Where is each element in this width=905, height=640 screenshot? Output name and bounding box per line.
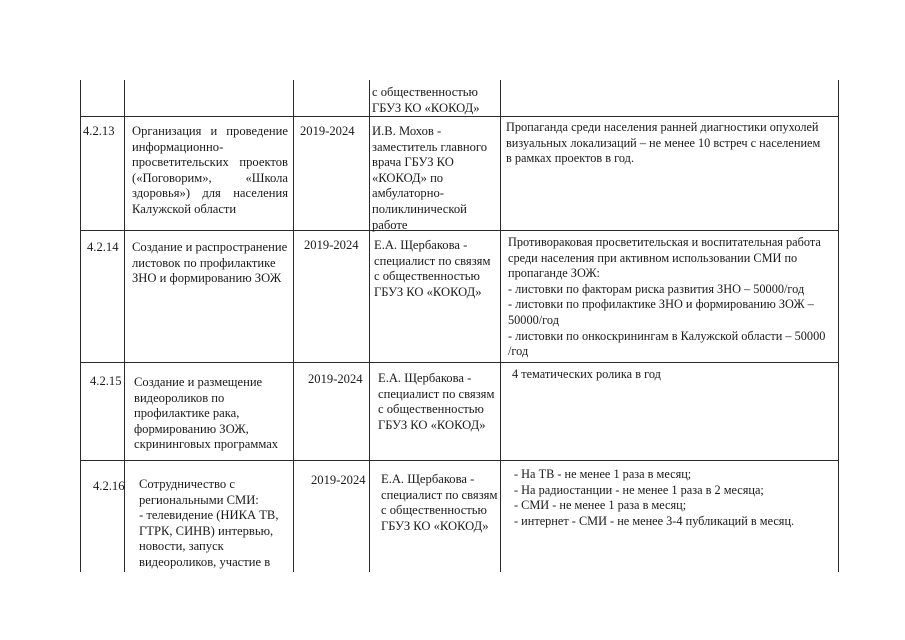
row-divider bbox=[80, 362, 839, 363]
table-border-right bbox=[838, 80, 839, 572]
activity-name-line: здоровья») для населения bbox=[132, 186, 288, 201]
activity-name-line: просветительских проектов bbox=[132, 155, 288, 170]
column-divider bbox=[293, 80, 294, 572]
responsible-cell: Е.А. Щербакова - специалист по связям с общественностью ГБУЗ КО «КОКОД» bbox=[378, 371, 495, 432]
result-cell: - На ТВ - не менее 1 раза в месяц; - На радиостанции - не менее 1 раза в 2 месяца; - СМИ - не менее 1 раза в месяц; - интернет - СМИ - не менее 3-4 публикаций в месяц. bbox=[514, 467, 795, 528]
responsible-cell: И.В. Мохов - заместитель главного врача ГБУЗ КО «КОКОД» по амбулаторно- поликлинической работе bbox=[372, 124, 488, 232]
result-cell: 4 тематических ролика в год bbox=[512, 367, 661, 381]
table-border-left bbox=[80, 80, 81, 572]
responsible-cell: Е.А. Щербакова - специалист по связям с общественностью ГБУЗ КО «КОКОД» bbox=[374, 238, 491, 299]
result-cell: Пропаганда среди населения ранней диагностики опухолей визуальных локализаций – не менее 10 встреч с населением в рамках проектов в год. bbox=[506, 120, 821, 166]
row-divider bbox=[80, 460, 839, 461]
row-number: 4.2.13 bbox=[83, 124, 115, 138]
period-cell: 2019-2024 bbox=[304, 238, 359, 252]
activity-name-cell bbox=[132, 124, 288, 218]
result-cell: Противораковая просветительская и воспитательная работа среди населения при активном использовании СМИ по пропаганде ЗОЖ: - листовки по факторам риска развития ЗНО – 50000/год - листовки по профилактике ЗНО и формированию ЗОЖ – 50000/год - листовки по онкоскринингам в Калужской области – 50000 /год bbox=[508, 235, 826, 359]
activity-name-line: Организация и проведение bbox=[132, 124, 288, 138]
activity-name-cell: Создание и размещение видеороликов по профилактике рака, формированию ЗОЖ, скрининговых программах bbox=[134, 375, 279, 452]
activity-name-cell: Создание и распространение листовок по профилактике ЗНО и формированию ЗОЖ bbox=[132, 240, 288, 286]
activity-name-line: Калужской области bbox=[132, 201, 237, 216]
activity-name-line: информационно- bbox=[132, 139, 224, 154]
activity-name-line: («Поговорим», «Школа bbox=[132, 170, 288, 185]
period-cell: 2019-2024 bbox=[311, 473, 366, 487]
activity-name-cell: Сотрудничество с региональными СМИ: - телевидение (НИКА ТВ, ГТРК, СИНВ) интервью, новости, запуск видеороликов, участие в bbox=[139, 477, 279, 569]
period-cell: 2019-2024 bbox=[308, 372, 363, 386]
responsible-cell-continued: с общественностью ГБУЗ КО «КОКОД» bbox=[372, 85, 480, 115]
period-cell: 2019-2024 bbox=[300, 124, 355, 138]
column-divider bbox=[500, 80, 501, 572]
column-divider bbox=[124, 80, 125, 572]
row-number: 4.2.16 bbox=[93, 479, 125, 493]
column-divider bbox=[369, 80, 370, 572]
row-number: 4.2.15 bbox=[90, 374, 122, 388]
responsible-cell: Е.А. Щербакова - специалист по связям с общественностью ГБУЗ КО «КОКОД» bbox=[381, 472, 498, 533]
row-number: 4.2.14 bbox=[87, 240, 119, 254]
